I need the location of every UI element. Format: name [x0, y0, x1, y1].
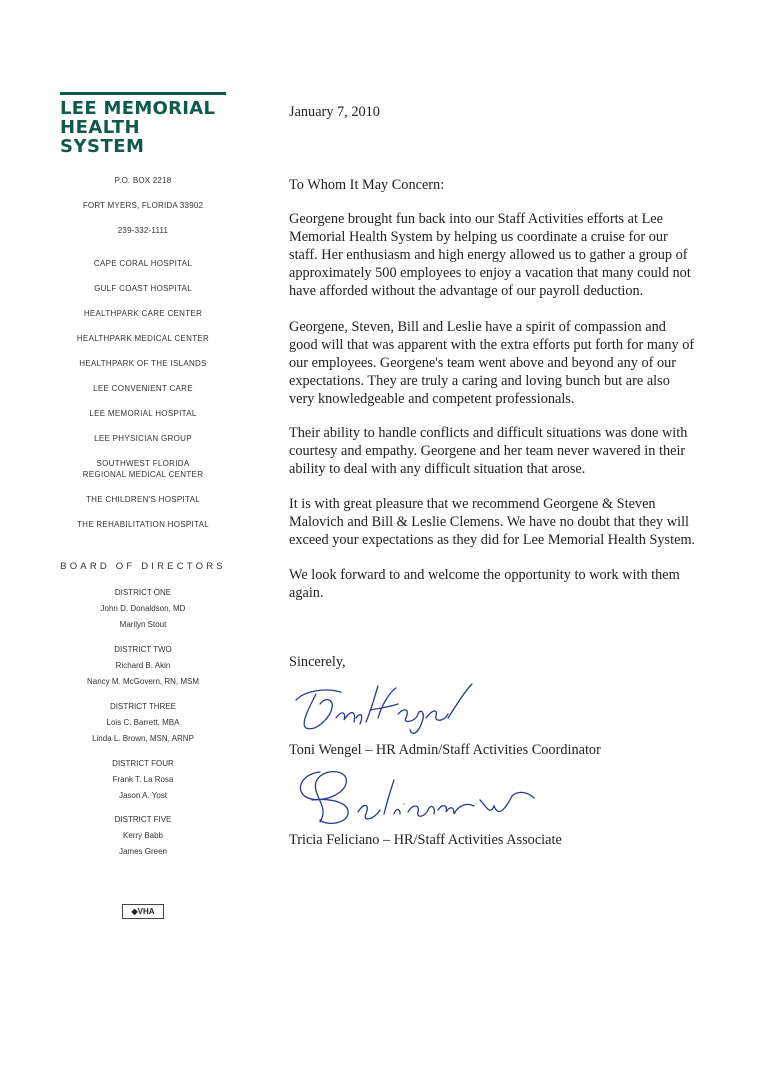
- facility-item: LEE CONVENIENT CARE: [93, 384, 193, 393]
- body-line: It is with great pleasure that we recommend Georgene & Steven: [289, 496, 656, 512]
- district-name: DISTRICT FOUR: [112, 759, 174, 768]
- facility-item: LEE PHYSICIAN GROUP: [94, 434, 192, 443]
- salutation: To Whom It May Concern:: [289, 177, 445, 193]
- body-line: Georgene, Steven, Bill and Leslie have a spirit of compassion and: [289, 319, 666, 335]
- body-line: We look forward to and welcome the opportunity to work with them: [289, 567, 680, 583]
- body-line: ability to deal with any difficult situation that arose.: [289, 461, 586, 477]
- body-paragraph: [289, 424, 729, 478]
- facility-item: HEALTHPARK OF THE ISLANDS: [79, 359, 207, 368]
- facility-item: THE REHABILITATION HOSPITAL: [76, 520, 210, 529]
- body-paragraph: [289, 318, 729, 408]
- board-member: James Green: [118, 847, 168, 856]
- po-box: P.O. BOX 2218: [114, 176, 172, 185]
- org-logo: [60, 92, 226, 156]
- district-name: DISTRICT TWO: [114, 645, 172, 654]
- body-line: exceed your expectations as they did for Lee Memorial Health System.: [289, 532, 696, 548]
- body-line: our employees. Georgene's team went above and beyond any of our: [289, 355, 677, 371]
- body-line: Georgene brought fun back into our Staff Activities efforts at Lee: [289, 211, 664, 227]
- facility-item: HEALTHPARK MEDICAL CENTER: [76, 334, 210, 343]
- facility-item: THE CHILDREN'S HOSPITAL: [85, 495, 201, 504]
- board-member: John D. Donaldson, MD: [100, 604, 186, 613]
- phone-number: 239-332-1111: [117, 226, 169, 235]
- facility-item: SOUTHWEST FLORIDA: [96, 459, 190, 468]
- board-member: Linda L. Brown, MSN, ARNP: [92, 734, 194, 743]
- signer-toni-wengel: Toni Wengel – HR Admin/Staff Activities Coordinator: [289, 742, 601, 758]
- closing: Sincerely,: [289, 654, 346, 670]
- facility-item: REGIONAL MEDICAL CENTER: [82, 470, 204, 479]
- body-line: Memorial Health System by helping us coordinate a cruise for our: [289, 229, 668, 245]
- body-paragraph: [289, 566, 729, 602]
- body-line: good will that was apparent with the extra efforts put forth for many of: [289, 337, 695, 353]
- board-member: Lois C. Barrett, MBA: [106, 718, 180, 727]
- board-of-directors-heading: BOARD OF DIRECTORS: [60, 561, 226, 572]
- district-name: DISTRICT THREE: [110, 702, 176, 711]
- facility-item: GULF COAST HOSPITAL: [94, 284, 192, 293]
- district-name: DISTRICT FIVE: [114, 815, 172, 824]
- body-line: courtesy and empathy. Georgene and her team never wavered in their: [289, 443, 686, 459]
- body-line: again.: [289, 585, 324, 601]
- body-line: Malovich and Bill & Leslie Clemens. We have no doubt that they will: [289, 514, 690, 530]
- letter-date: January 7, 2010: [289, 104, 380, 120]
- body-line: staff. Her enthusiasm and high energy allowed us to gather a group of: [289, 247, 688, 263]
- board-member: Nancy M. McGovern, RN, MSM: [86, 677, 199, 686]
- vha-badge: ◆VHA: [122, 904, 164, 919]
- org-name-line2: HEALTH SYSTEM: [60, 117, 145, 157]
- body-paragraph: [289, 210, 729, 300]
- board-member: Jason A. Yost: [118, 791, 168, 800]
- body-line: approximately 500 employees to enjoy a vacation that many could not: [289, 265, 691, 281]
- signature-toni-wengel: [286, 678, 506, 738]
- body-line: expectations. They are truly a caring and loving bunch but are also: [289, 373, 670, 389]
- board-member: Frank T. La Rosa: [112, 775, 174, 784]
- body-line: very knowledgeable and competent professionals.: [289, 391, 575, 407]
- board-member: Richard B. Akin: [115, 661, 171, 670]
- district-name: DISTRICT ONE: [114, 588, 172, 597]
- signer-tricia-feliciano: Tricia Feliciano – HR/Staff Activities Associate: [289, 832, 562, 848]
- signature-tricia-feliciano: [290, 762, 560, 834]
- board-member: Kerry Babb: [122, 831, 164, 840]
- city-address: FORT MYERS, FLORIDA 33902: [82, 201, 204, 210]
- logo-rule: [60, 92, 226, 95]
- org-name-line1: LEE MEMORIAL: [60, 98, 216, 119]
- facility-item: LEE MEMORIAL HOSPITAL: [89, 409, 197, 418]
- board-member: Marilyn Stout: [119, 620, 167, 629]
- body-line: Their ability to handle conflicts and difficult situations was done with: [289, 425, 688, 441]
- facility-item: HEALTHPARK CARE CENTER: [83, 309, 203, 318]
- body-paragraph: [289, 495, 729, 549]
- facility-item: CAPE CORAL HOSPITAL: [93, 259, 193, 268]
- body-line: have afforded without the advantage of our payroll deduction.: [289, 283, 644, 299]
